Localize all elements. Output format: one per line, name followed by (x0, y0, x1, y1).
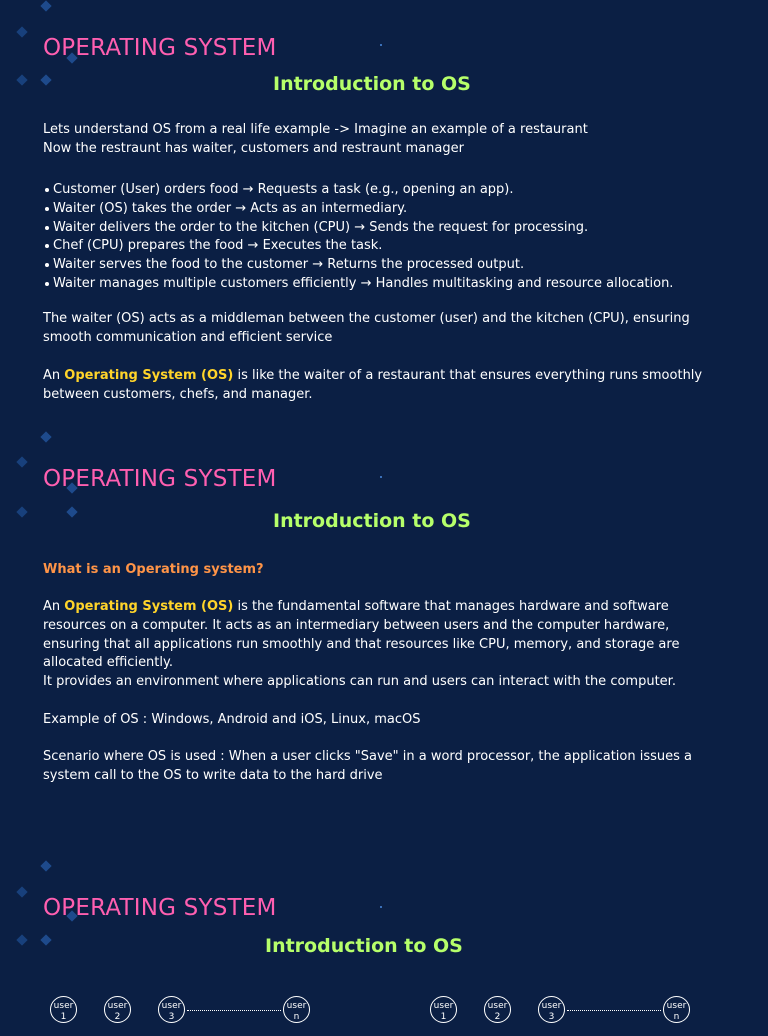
user-node (538, 996, 565, 1023)
summary-suffix: is like the waiter of a restaurant that ensures everything runs smoothly between customers, chefs, and manager. (43, 368, 703, 402)
user-number: 2 (114, 1012, 121, 1022)
definition-prefix: An (43, 599, 65, 614)
user-group-right (430, 996, 700, 1036)
user-node (50, 996, 77, 1023)
slide-subtitle: Introduction to OS (265, 935, 463, 957)
user-number: n (293, 1012, 300, 1022)
slide-title: OPERATING SYSTEM (43, 35, 277, 61)
highlight-term: Operating System (OS) (64, 599, 234, 614)
middleman-text: The waiter (OS) acts as a middleman between the customer (user) and the kitchen (CPU), ensuring smooth communication and efficient service (43, 311, 690, 345)
user-node (430, 996, 457, 1023)
user-label: user (107, 1001, 128, 1011)
user-label: user (666, 1001, 687, 1011)
list-item: Customer (User) orders food → Requests a task (e.g., opening an app). (53, 181, 713, 200)
user-node (283, 996, 310, 1023)
user-group-left (50, 996, 320, 1036)
definition-suffix: is the fundamental software that manages hardware and software resources on a computer. It acts as an intermediary between users and the computer hardware, ensuring that all applications run smoothly and that resources like CPU, memory, and storage are allocated efficiently. (43, 599, 680, 671)
user-label: user (286, 1001, 307, 1011)
user-node (484, 996, 511, 1023)
list-item: Waiter delivers the order to the kitchen (CPU) → Sends the request for processing. (53, 219, 713, 238)
slide-title: OPERATING SYSTEM (43, 895, 277, 921)
list-item: Waiter manages multiple customers efficiently → Handles multitasking and resource allocation. (53, 275, 713, 294)
intro-line: Lets understand OS from a real life example -> Imagine an example of a restaurant (43, 122, 588, 137)
user-node (158, 996, 185, 1023)
dotted-connector (567, 1010, 661, 1011)
intro-line: Now the restraunt has waiter, customers and restraunt manager (43, 140, 464, 156)
list-item: Waiter serves the food to the customer → Returns the processed output. (53, 256, 713, 275)
environment-text: It provides an environment where applications can run and users can interact with the computer. (43, 674, 676, 689)
user-node (104, 996, 131, 1023)
highlight-term: Operating System (OS) (64, 368, 234, 383)
user-label: user (433, 1001, 454, 1011)
slide-title: OPERATING SYSTEM (43, 466, 277, 492)
user-number: 2 (494, 1012, 501, 1022)
dotted-connector (187, 1010, 281, 1011)
user-number: 1 (60, 1012, 67, 1022)
question-text: What is an Operating system? (43, 562, 264, 577)
examples-text: Example of OS : Windows, Android and iOS, Linux, macOS (43, 712, 421, 727)
user-number: n (673, 1012, 680, 1022)
list-item: Waiter (OS) takes the order → Acts as an intermediary. (53, 200, 713, 219)
user-label: user (161, 1001, 182, 1011)
user-label: user (487, 1001, 508, 1011)
scenario-text: Scenario where OS is used : When a user clicks "Save" in a word processor, the application issues a system call to the OS to write data to the hard drive (43, 749, 693, 783)
user-number: 3 (548, 1012, 555, 1022)
user-label: user (541, 1001, 562, 1011)
slide-subtitle: Introduction to OS (273, 510, 471, 532)
slide-subtitle: Introduction to OS (273, 73, 471, 95)
summary-prefix: An (43, 368, 65, 383)
user-node (663, 996, 690, 1023)
list-item: Chef (CPU) prepares the food → Executes the task. (53, 237, 713, 256)
user-number: 3 (168, 1012, 175, 1022)
user-label: user (53, 1001, 74, 1011)
user-number: 1 (440, 1012, 447, 1022)
